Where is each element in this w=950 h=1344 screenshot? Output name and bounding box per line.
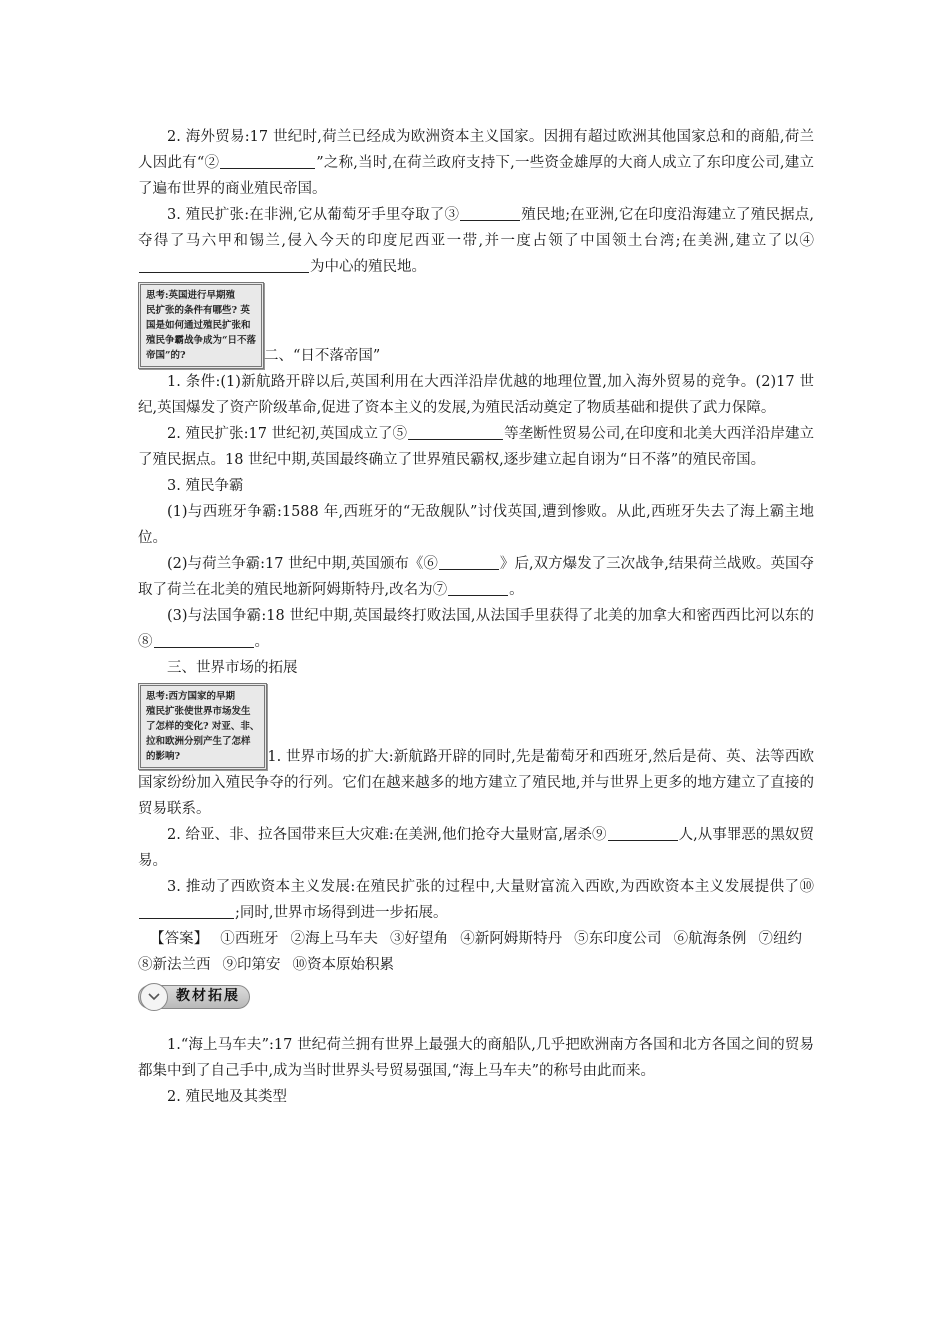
text: 3. 推动了西欧资本主义发展:在殖民扩张的过程中,大量财富流入西欧,为西欧资本主义发展提供了⑩ [167, 879, 814, 895]
text: 殖民地;在亚洲,它在印度沿海建立了殖民据点,夺得了马六甲和锡兰,侵入今天的印度尼西亚一带,并一度占领了中国领土台湾;在美洲,建立了以④ [138, 207, 814, 249]
answer-item: ⑩资本原始积累 [292, 957, 394, 973]
paragraph-capitalism [138, 874, 814, 926]
text: ;同时,世界市场得到进一步拓展。 [235, 905, 448, 921]
paragraph-colony-types: 2. 殖民地及其类型 [167, 1089, 287, 1105]
answer-item: ②海上马车夫 [290, 931, 378, 947]
answer-item: ①西班牙 [220, 931, 279, 947]
paragraph-overseas-trade [138, 124, 814, 202]
text: 人,从事罪恶的黑奴贸易。 [138, 827, 815, 869]
text: 为中心的殖民地。 [310, 259, 426, 275]
fill-blank-10 [139, 903, 234, 919]
section-heading-row [138, 282, 814, 369]
think-box [138, 683, 267, 770]
fill-blank-7 [448, 580, 508, 596]
text: 1. 世界市场的扩大:新航路开辟的同时,先是葡萄牙和西班牙,然后是荷、英、法等西欧国家纷纷加入殖民争夺的行列。它们在越来越多的地方建立了殖民地,并与世界上更多的地方建立了直接的贸易联系。 [138, 749, 814, 817]
paragraph-colonial-rivalry: 3. 殖民争霸 [167, 478, 244, 494]
think-box [138, 282, 264, 369]
text: 2. 海外贸易:17 世纪时,荷兰已经成为欧洲资本主义国家。因拥有超过欧洲其他国家总和的商船,荷兰人因此有“② [138, 129, 814, 171]
text: 2. 给亚、非、拉各国带来巨大灾难:在美洲,他们抢夺大量财富,屠杀⑨ [167, 827, 607, 843]
fill-blank-8 [154, 632, 254, 648]
think-line: 思考:英国进行早期殖 [146, 290, 236, 301]
answer-label: 【答案】 [150, 931, 209, 947]
think-line: 帝国”的? [146, 350, 186, 361]
think-line: 国是如何通过殖民扩张和 [146, 320, 251, 331]
fill-blank-3 [460, 205, 520, 221]
text: 2. 殖民扩张:17 世纪初,英国成立了⑤ [167, 426, 408, 442]
paragraph-market-expansion [138, 683, 814, 822]
think-line: 拉和欧洲分别产生了怎样 [146, 736, 251, 747]
fill-blank-4 [139, 257, 309, 273]
think-line: 思考:西方国家的早期 [146, 691, 236, 702]
think-line: 民扩张的条件有哪些? 英 [146, 305, 250, 316]
textbook-extension-banner [138, 982, 814, 1012]
answer-item: ⑤东印度公司 [574, 931, 662, 947]
paragraph-colonial-expansion-dutch [138, 202, 814, 280]
fill-blank-5 [408, 424, 503, 440]
section-title: 三、世界市场的拓展 [167, 660, 298, 676]
answer-item: ③好望角 [389, 931, 449, 947]
answer-item: ⑦纽约 [758, 931, 803, 947]
text: 。 [254, 634, 269, 650]
think-line: 殖民扩张使世界市场发生 [146, 706, 251, 717]
text: (3)与法国争霸:18 世纪中期,英国最终打败法国,从法国手里获得了北美的加拿大和密西西比河以东的⑧ [138, 608, 814, 650]
think-line: 了怎样的变化? 对亚、非、 [146, 721, 260, 732]
answer-item: ④新阿姆斯特丹 [460, 931, 563, 947]
fill-blank-2 [220, 153, 315, 169]
document-page [138, 124, 814, 1110]
paragraph-british-expansion [138, 421, 814, 473]
think-line: 殖民争霸战争成为“日不落 [146, 335, 256, 346]
chevron-down-icon [140, 983, 168, 1011]
paragraph-vs-france [138, 603, 814, 655]
paragraph-conditions: 1. 条件:(1)新航路开辟以后,英国利用在大西洋沿岸优越的地理位置,加入海外贸易的竞争。(2)17 世纪,英国爆发了资产阶级革命,促进了资本主义的发展,为殖民活动奠定了物质基础和提供了武力保障。 [138, 374, 814, 416]
paragraph-vs-netherlands [138, 551, 814, 603]
answer-key [138, 926, 814, 978]
text: 》后,双方爆发了三次战争,结果荷兰战败。英国夺取了荷兰在北美的殖民地新阿姆斯特丹,改名为⑦ [138, 556, 815, 598]
paragraph-vs-spain: (1)与西班牙争霸:1588 年,西班牙的“无敌舰队”讨伐英国,遭到惨败。从此,西班牙失去了海上霸主地位。 [138, 504, 814, 546]
fill-blank-6 [439, 554, 499, 570]
text: (2)与荷兰争霸:17 世纪中期,英国颁布《⑥ [167, 556, 438, 572]
answer-item: ⑥航海条例 [673, 931, 747, 947]
answer-item: ⑨印第安 [222, 957, 281, 973]
answer-item: ⑧新法兰西 [138, 957, 211, 973]
text: 。 [509, 582, 524, 598]
fill-blank-9 [608, 825, 678, 841]
paragraph-disaster [138, 822, 814, 874]
text: 3. 殖民扩张:在非洲,它从葡萄牙手里夺取了③ [167, 207, 460, 223]
think-line: 的影响? [146, 751, 181, 762]
text: 等垄断性贸易公司,在印度和北美大西洋沿岸建立了殖民据点。18 世纪中期,英国最终确立了世界殖民霸权,逐步建立起自诩为“日不落”的殖民帝国。 [138, 426, 815, 468]
banner-label: 教材拓展 [176, 988, 240, 1004]
text: ”之称,当时,在荷兰政府支持下,一些资金雄厚的大商人成立了东印度公司,建立了遍布世界的商业殖民帝国。 [138, 155, 814, 197]
section-title: 二、“日不落帝国” [263, 348, 381, 364]
paragraph-sea-coachman: 1.“海上马车夫”:17 世纪荷兰拥有世界上最强大的商船队,几乎把欧洲南方各国和北方各国之间的贸易都集中到了自己手中,成为当时世界头号贸易强国,“海上马车夫”的称号由此而来。 [138, 1037, 814, 1079]
